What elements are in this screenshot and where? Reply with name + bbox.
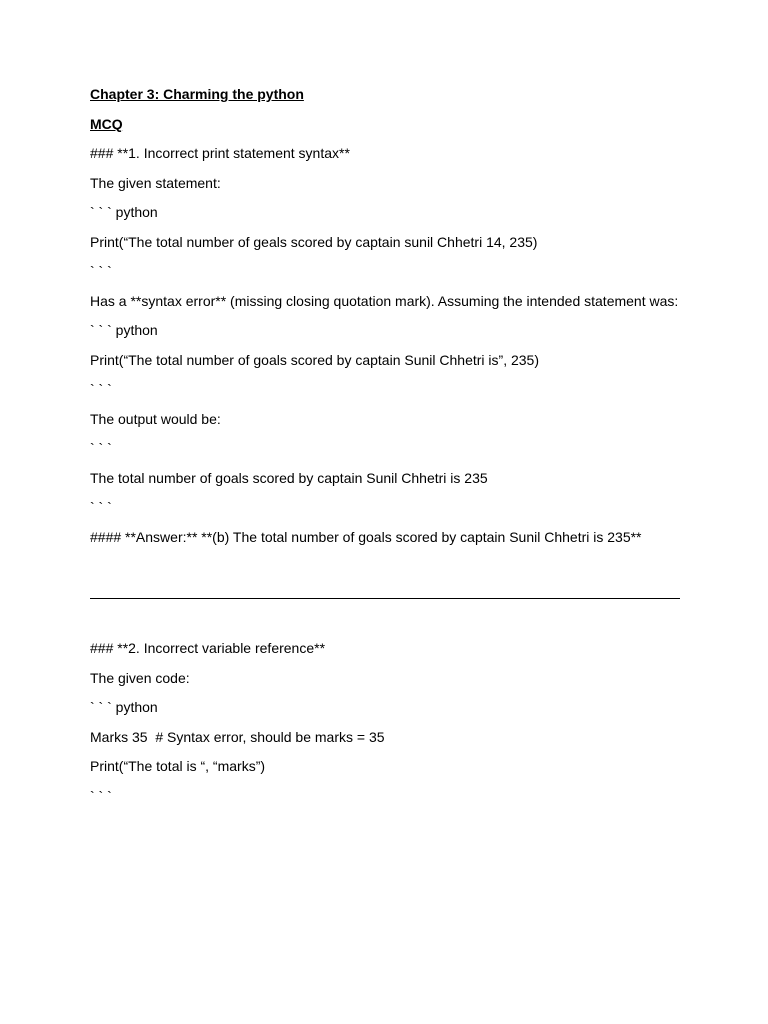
q2-code-line-2: Print(“The total is “, “marks”) <box>90 758 266 774</box>
q1-explanation: Has a **syntax error** (missing closing quotation mark). Assuming the intended statement was: <box>90 292 679 309</box>
q1-fence-open: ` ` ` python <box>90 204 158 220</box>
q1-intro: The given statement: <box>90 174 221 191</box>
q1-answer: #### **Answer:** **(b) The total number of goals scored by captain Sunil Chhetri is 235** <box>90 528 642 545</box>
q1-output: The total number of goals scored by captain Sunil Chhetri is 235 <box>90 469 488 486</box>
q2-intro: The given code: <box>90 669 190 686</box>
q2-fence-open: ` ` ` python <box>90 699 158 715</box>
document-body <box>90 84 680 556</box>
q1-fence-close-2: ` ` ` <box>90 381 112 397</box>
q1-fence-close-3: ` ` ` <box>90 499 112 515</box>
chapter-title: Chapter 3: Charming the python <box>90 86 304 102</box>
question-2-section <box>90 638 680 815</box>
q2-heading: ### **2. Incorrect variable reference** <box>90 640 326 656</box>
q1-fence-close: ` ` ` <box>90 263 112 279</box>
q1-heading: ### **1. Incorrect print statement syntax** <box>90 145 350 161</box>
q2-fence-close: ` ` ` <box>90 787 112 804</box>
q1-code-2: Print(“The total number of goals scored by captain Sunil Chhetri is”, 235) <box>90 351 539 368</box>
q1-fence-open-2: ` ` ` python <box>90 322 158 338</box>
horizontal-divider <box>90 598 680 599</box>
q1-fence-open-3: ` ` ` <box>90 440 112 456</box>
q1-code: Print(“The total number of geals scored by captain sunil Chhetri 14, 235) <box>90 233 538 250</box>
q1-output-intro: The output would be: <box>90 410 221 427</box>
q2-code-line-1: Marks 35 # Syntax error, should be marks = 35 <box>90 728 385 745</box>
section-label: MCQ <box>90 115 123 132</box>
